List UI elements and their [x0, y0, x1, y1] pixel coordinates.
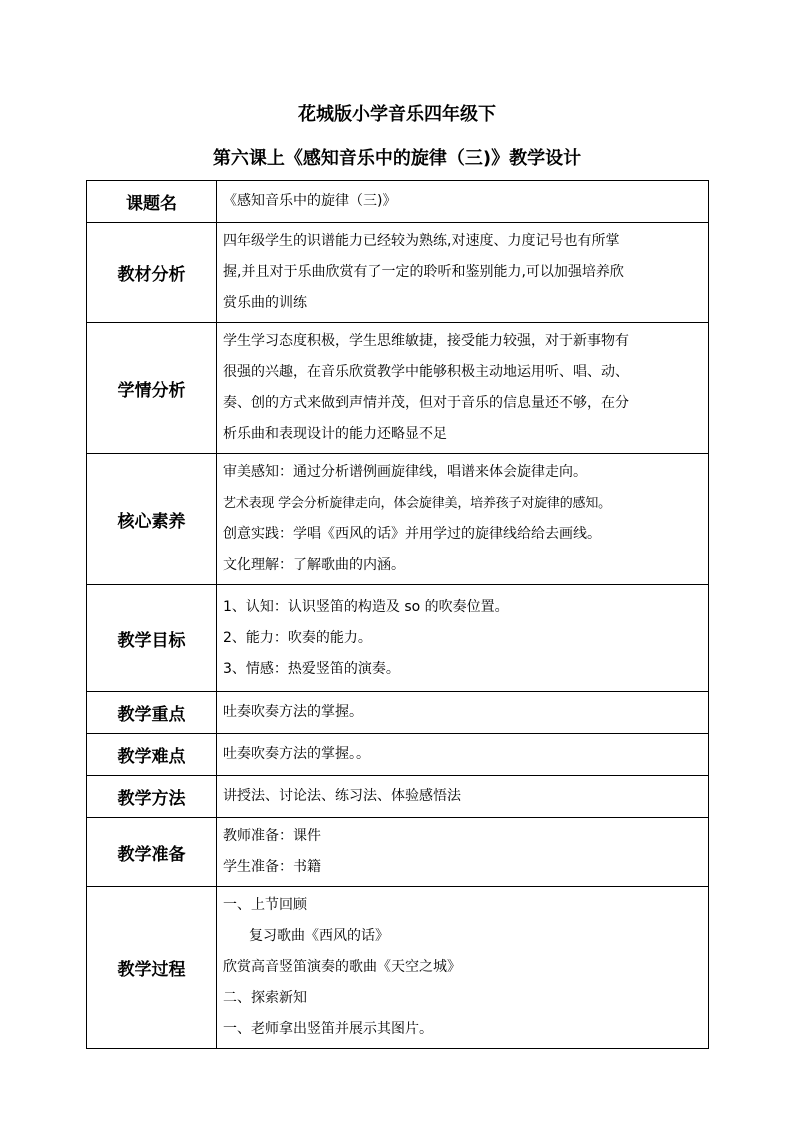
- content-line: 吐奏吹奏方法的掌握。: [223, 704, 363, 720]
- content-line: 赏乐曲的训练: [223, 295, 307, 311]
- row-content-teaching-objectives: [217, 585, 709, 692]
- row-label-teaching-objectives: 教学目标: [87, 585, 217, 692]
- content-line: 学生学习态度积极，学生思维敏捷，接受能力较强，对于新事物有: [223, 333, 629, 349]
- table-row: [87, 887, 709, 1049]
- content-line: 四年级学生的识谱能力已经较为熟练,对速度、力度记号也有所掌: [223, 233, 620, 249]
- table-row: [87, 818, 709, 887]
- content-line: 握,并且对于乐曲欣赏有了一定的聆听和鉴别能力,可以加强培养欣: [223, 264, 624, 280]
- table-row: [87, 181, 709, 223]
- table-row: [87, 734, 709, 776]
- row-content-material-analysis: [217, 223, 709, 323]
- content-line: 审美感知：通过分析谱例画旋律线，唱谱来体会旋律走向。: [223, 464, 587, 480]
- table-row: [87, 223, 709, 323]
- row-label-material-analysis: 教材分析: [87, 223, 217, 323]
- content-line: 奏、创的方式来做到声情并茂，但对于音乐的信息量还不够，在分: [223, 395, 629, 411]
- document-subtitle: 第六课上《感知音乐中的旋律（三)》教学设计: [212, 148, 582, 169]
- content-line: 复习歌曲《西风的话》: [249, 928, 389, 944]
- row-label-teaching-methods: 教学方法: [87, 776, 217, 818]
- content-line: 讲授法、讨论法、练习法、体验感悟法: [223, 788, 461, 804]
- row-label-difficult-points: 教学难点: [87, 734, 217, 776]
- lesson-plan-table: [86, 180, 709, 1049]
- row-label-core-literacy: 核心素养: [87, 454, 217, 585]
- row-label-teaching-preparation: 教学准备: [87, 818, 217, 887]
- content-line: 析乐曲和表现设计的能力还略显不足: [223, 426, 447, 442]
- content-line: 艺术表现 学会分析旋律走向，体会旋律美，培养孩子对旋律的感知。: [223, 496, 611, 511]
- content-line: 吐奏吹奏方法的掌握。。: [223, 746, 370, 762]
- row-content-teaching-preparation: [217, 818, 709, 887]
- table-row: [87, 776, 709, 818]
- content-line: 一、上节回顾: [223, 897, 307, 913]
- row-label-student-analysis: 学情分析: [87, 323, 217, 454]
- row-content-key-points: [217, 692, 709, 734]
- content-line: 教师准备：课件: [223, 828, 321, 844]
- content-line: 1、认知：认识竖笛的构造及 so 的吹奏位置。: [223, 598, 509, 615]
- table-row: [87, 585, 709, 692]
- content-line: 3、情感：热爱竖笛的演奏。: [223, 660, 400, 677]
- content-line: 一、老师拿出竖笛并展示其图片。: [223, 1021, 433, 1037]
- row-content-difficult-points: [217, 734, 709, 776]
- row-content-teaching-methods: [217, 776, 709, 818]
- document-title: 花城版小学音乐四年级下: [298, 104, 496, 125]
- row-label-topic: 课题名: [87, 181, 217, 223]
- row-label-teaching-process: 教学过程: [87, 887, 217, 1049]
- content-line: 欣赏高音竖笛演奏的歌曲《天空之城》: [223, 959, 461, 975]
- content-line: 文化理解：了解歌曲的内涵。: [223, 557, 405, 573]
- row-content-topic: [217, 181, 709, 223]
- content-line: 《感知音乐中的旋律（三)》: [223, 193, 397, 209]
- row-label-key-points: 教学重点: [87, 692, 217, 734]
- row-content-student-analysis: [217, 323, 709, 454]
- row-content-teaching-process: [217, 887, 709, 1049]
- table-row: [87, 692, 709, 734]
- table-row: [87, 323, 709, 454]
- content-line: 创意实践：学唱《西风的话》并用学过的旋律线给给去画线。: [223, 526, 601, 542]
- content-line: 很强的兴趣，在音乐欣赏教学中能够积极主动地运用听、唱、动、: [223, 364, 629, 380]
- content-line: 学生准备：书籍: [223, 859, 321, 875]
- content-line: 2、能力：吹奏的能力。: [223, 629, 372, 646]
- content-line: 二、探索新知: [223, 990, 307, 1006]
- table-row: [87, 454, 709, 585]
- row-content-core-literacy: [217, 454, 709, 585]
